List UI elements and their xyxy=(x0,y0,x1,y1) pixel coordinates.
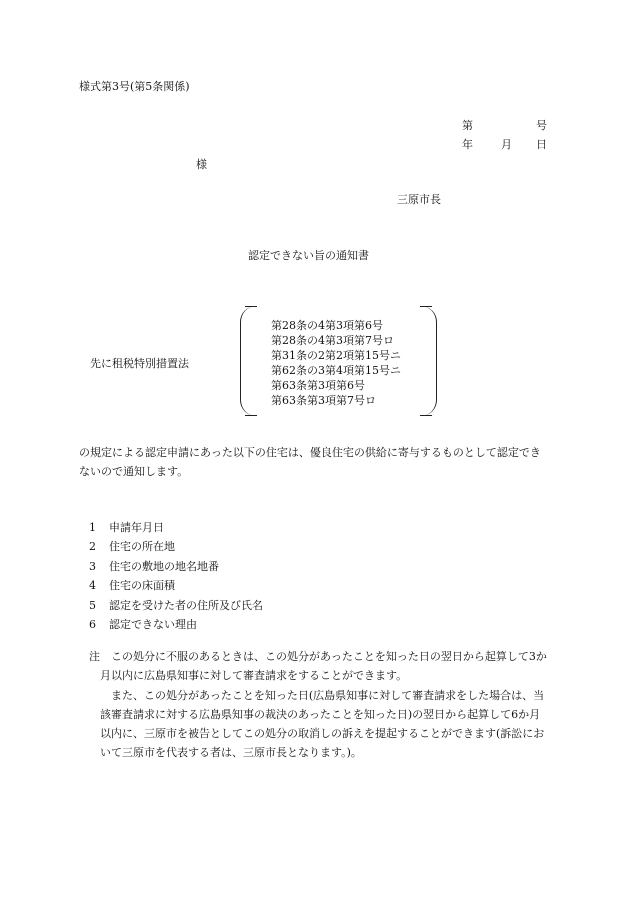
article-item: 第31条の2第2項第15号ニ xyxy=(271,349,401,362)
addressee-suffix: 様 xyxy=(196,158,207,171)
item-number: 5 xyxy=(89,598,96,612)
item-number: 4 xyxy=(89,579,96,593)
number-suffix: 号 xyxy=(536,119,547,132)
item-label: 認定できない理由 xyxy=(109,618,197,632)
date-year: 年 xyxy=(462,138,473,151)
item-number: 1 xyxy=(89,521,96,534)
date-month: 月 xyxy=(501,138,512,151)
issuer: 三原市長 xyxy=(397,193,441,206)
date-day: 日 xyxy=(536,138,547,151)
item-number: 2 xyxy=(89,540,96,554)
item-label: 住宅の所在地 xyxy=(109,540,175,554)
note-paragraph-1: 注 この処分に不服のあるときは、この処分があったことを知った日の翌日から起算して3か月以内に広島県知事に対して審査請求をすることができます。 xyxy=(89,650,547,683)
form-number: 様式第3号(第5条関係) xyxy=(79,80,190,93)
article-item: 第63条第3項第7号ロ xyxy=(271,394,376,407)
list-item xyxy=(89,537,263,556)
list-item xyxy=(89,615,263,634)
article-item: 第62条の3第4項第15号ニ xyxy=(271,364,401,377)
body-text: の規定による認定申請にあった以下の住宅は、優良住宅の供給に寄与するものとして認定できないので通知します。 xyxy=(79,446,541,478)
item-label: 住宅の床面積 xyxy=(109,579,175,593)
item-label: 住宅の敷地の地名地番 xyxy=(109,559,219,573)
item-number: 3 xyxy=(89,559,96,573)
item-number: 6 xyxy=(89,618,96,632)
article-item: 第28条の4第3項第6号 xyxy=(271,319,383,332)
list-item xyxy=(89,576,263,595)
list-item xyxy=(89,596,263,615)
document-title: 認定できない旨の通知書 xyxy=(248,249,369,262)
law-prefix: 先に租税特別措置法 xyxy=(90,357,189,370)
list-item xyxy=(89,518,263,537)
item-list xyxy=(89,518,263,634)
article-list xyxy=(271,318,401,408)
item-label: 認定を受けた者の住所及び氏名 xyxy=(109,598,263,612)
article-item: 第28条の4第3項第7号ロ xyxy=(271,334,394,347)
article-item: 第63条第3項第6号 xyxy=(271,379,365,392)
list-item xyxy=(89,557,263,576)
number-prefix: 第 xyxy=(462,119,473,132)
right-bracket xyxy=(418,306,437,416)
item-label: 申請年月日 xyxy=(109,521,164,534)
left-bracket xyxy=(240,306,259,416)
note-paragraph-2: また、この処分があったことを知った日(広島県知事に対して審査請求をした場合は、当該審査請求に対する広島県知事の裁決のあったことを知った日)の翌日から起算して6か月以内に、三原市を被告としてこの処分の取消しの訴えを提起することができます(訴訟において三原市を代表する者は、三原市長となります。)。 xyxy=(100,688,545,760)
note-section xyxy=(89,647,551,763)
